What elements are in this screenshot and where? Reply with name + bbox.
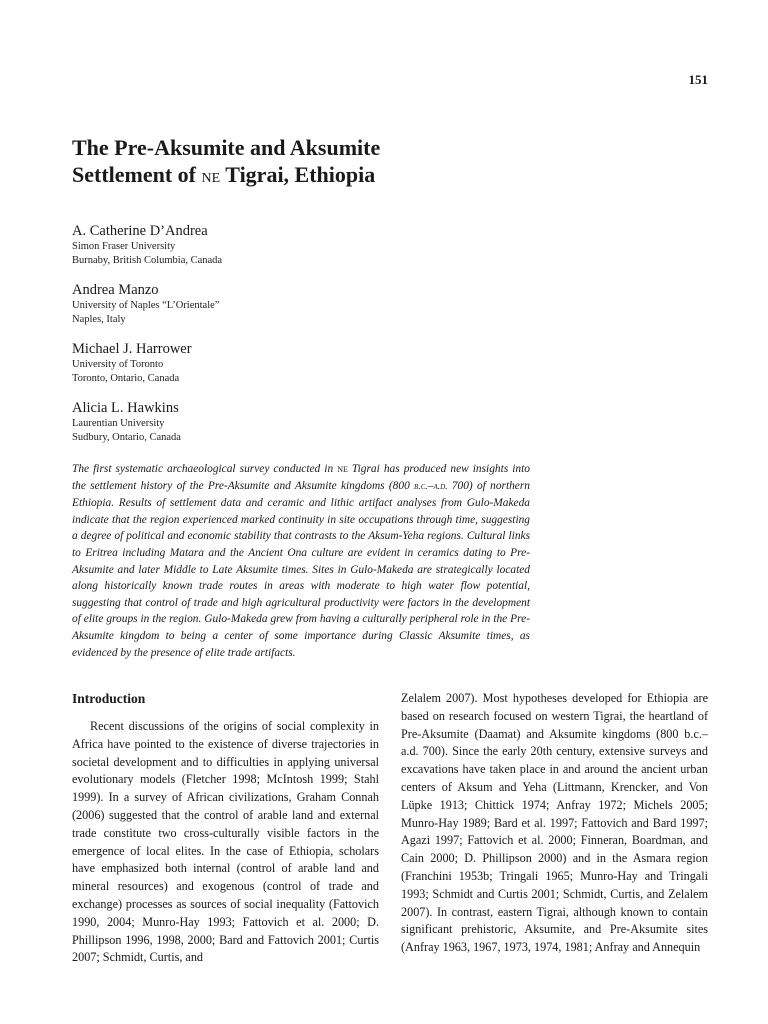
- body-column-left: [72, 690, 379, 967]
- author-name: A. Catherine D’Andrea: [72, 223, 208, 239]
- author-block: [72, 340, 572, 386]
- author-affiliation-line: Burnaby, British Columbia, Canada: [72, 255, 223, 266]
- author-block: [72, 399, 572, 445]
- section-heading: Introduction: [72, 691, 146, 706]
- author-name: Michael J. Harrower: [72, 341, 192, 357]
- body-paragraph: Recent discussions of the origins of social complexity in Africa have pointed to the existence of diverse trajectories in societal development and to difficulties in applying universal evolutionary models (Fletcher 1998; McIntosh 1999; Stahl 1999). In a survey of African civilizations, Graham Connah (2006) suggested that the control of arable land and external trade constitute two cross-culturally visible factors in the emergence of local elites. In the case of Ethiopia, scholars have emphasized both internal (control of arable land and mineral resources) and exogenous (control of trade and exchange) processes as sources of social inequality (Fattovich 1990, 2004; Munro-Hay 1993; Fattovich et al. 2000; D. Phillipson 1996, 1998, 2000; Bard and Fattovich 2001; Curtis 2007; Schmidt, Curtis, and: [72, 719, 379, 965]
- abstract-text: –: [427, 479, 434, 492]
- author-affiliation-line: Sudbury, Ontario, Canada: [72, 432, 181, 443]
- body-text: –: [701, 726, 708, 741]
- abstract-text: The first systematic archaeological survey conducted in: [72, 463, 338, 475]
- title-line-2-prefix: Settlement of: [72, 162, 202, 187]
- body-column-right: [401, 690, 708, 957]
- abstract-smallcaps: b.c.: [414, 481, 428, 492]
- author-block: [72, 281, 572, 327]
- body-smallcaps: a.d.: [401, 744, 419, 759]
- author-list: [72, 222, 572, 458]
- title-line-1: The Pre-Aksumite and Aksumite: [72, 135, 381, 160]
- title-line-2-suffix: Tigrai, Ethiopia: [220, 162, 376, 187]
- title-line-2-smallcaps: ne: [201, 165, 221, 187]
- author-affiliation-line: University of Toronto: [72, 359, 164, 370]
- abstract-text: Tigrai has produced new insights into the settlement history of the Pre-Aksumite and Aksumite kingdoms (800: [72, 463, 530, 492]
- page-number: 151: [688, 72, 708, 87]
- author-block: [72, 222, 572, 268]
- article-title: [72, 134, 632, 190]
- abstract: [72, 461, 530, 661]
- author-affiliation-line: Naples, Italy: [72, 314, 126, 325]
- abstract-smallcaps: ne: [337, 463, 348, 475]
- abstract-text: 700) of northern Ethiopia. Results of settlement data and ceramic and lithic artifact analyses from Gulo-Makeda indicate that the region experienced marked continuity in site occupations through time, suggesting a degree of political and economic stability that contrasts to the Aksum-Yeha regions. Cultural links to Eritrea including Matara and the Ancient Ona culture are evident in ceramics dating to Pre-Aksumite and later Middle to Late Aksumite times. Sites in Gulo-Makeda are strategically located along historically known trade routes in areas with moderate to high water flow potential, suggesting that control of trade and high agricultural productivity were factors in the development of elite groups in the region. Gulo-Makeda grew from having a culturally peripheral role in the Pre-Aksumite kingdom to being a center of some importance during Classic Aksumite times, as evidenced by the presence of elite trade artifacts.: [72, 479, 530, 659]
- author-affiliation-line: University of Naples “L’Orientale”: [72, 300, 220, 311]
- body-paragraph-continued: [401, 690, 708, 957]
- author-affiliation-line: Toronto, Ontario, Canada: [72, 373, 180, 384]
- author-affiliation-line: Simon Fraser University: [72, 241, 176, 252]
- author-name: Andrea Manzo: [72, 282, 159, 298]
- body-text: Zelalem 2007). Most hypotheses developed for Ethiopia are based on research focused on western Tigrai, the heartland of Pre-Aksumite (Daamat) and Aksumite kingdoms (800: [401, 691, 708, 741]
- body-smallcaps: b.c.: [684, 726, 702, 741]
- abstract-smallcaps: a.d.: [433, 481, 448, 492]
- author-affiliation-line: Laurentian University: [72, 418, 165, 429]
- author-name: Alicia L. Hawkins: [72, 400, 179, 416]
- body-text: 700). Since the early 20th century, extensive surveys and excavations have taken place in and around the ancient urban centers of Aksum and Yeha (Littmann, Krencker, and Von Lüpke 1913; Chittick 1974; Anfray 1972; Michels 2005; Munro-Hay 1989; Bard et al. 1997; Fattovich and Bard 1997; Agazi 1997; Fattovich et al. 2000; Finneran, Boardman, and Cain 2000; D. Phillipson 2000) and in the Asmara region (Franchini 1953b; Tringali 1965; Munro-Hay and Tringali 1993; Schmidt and Curtis 2001; Schmidt, Curtis, and Zelalem 2007). In contrast, eastern Tigrai, although known to contain significant prehistoric, Aksumite, and Pre-Aksumite sites (Anfray 1963, 1967, 1973, 1974, 1981; Anfray and Annequin: [401, 744, 708, 955]
